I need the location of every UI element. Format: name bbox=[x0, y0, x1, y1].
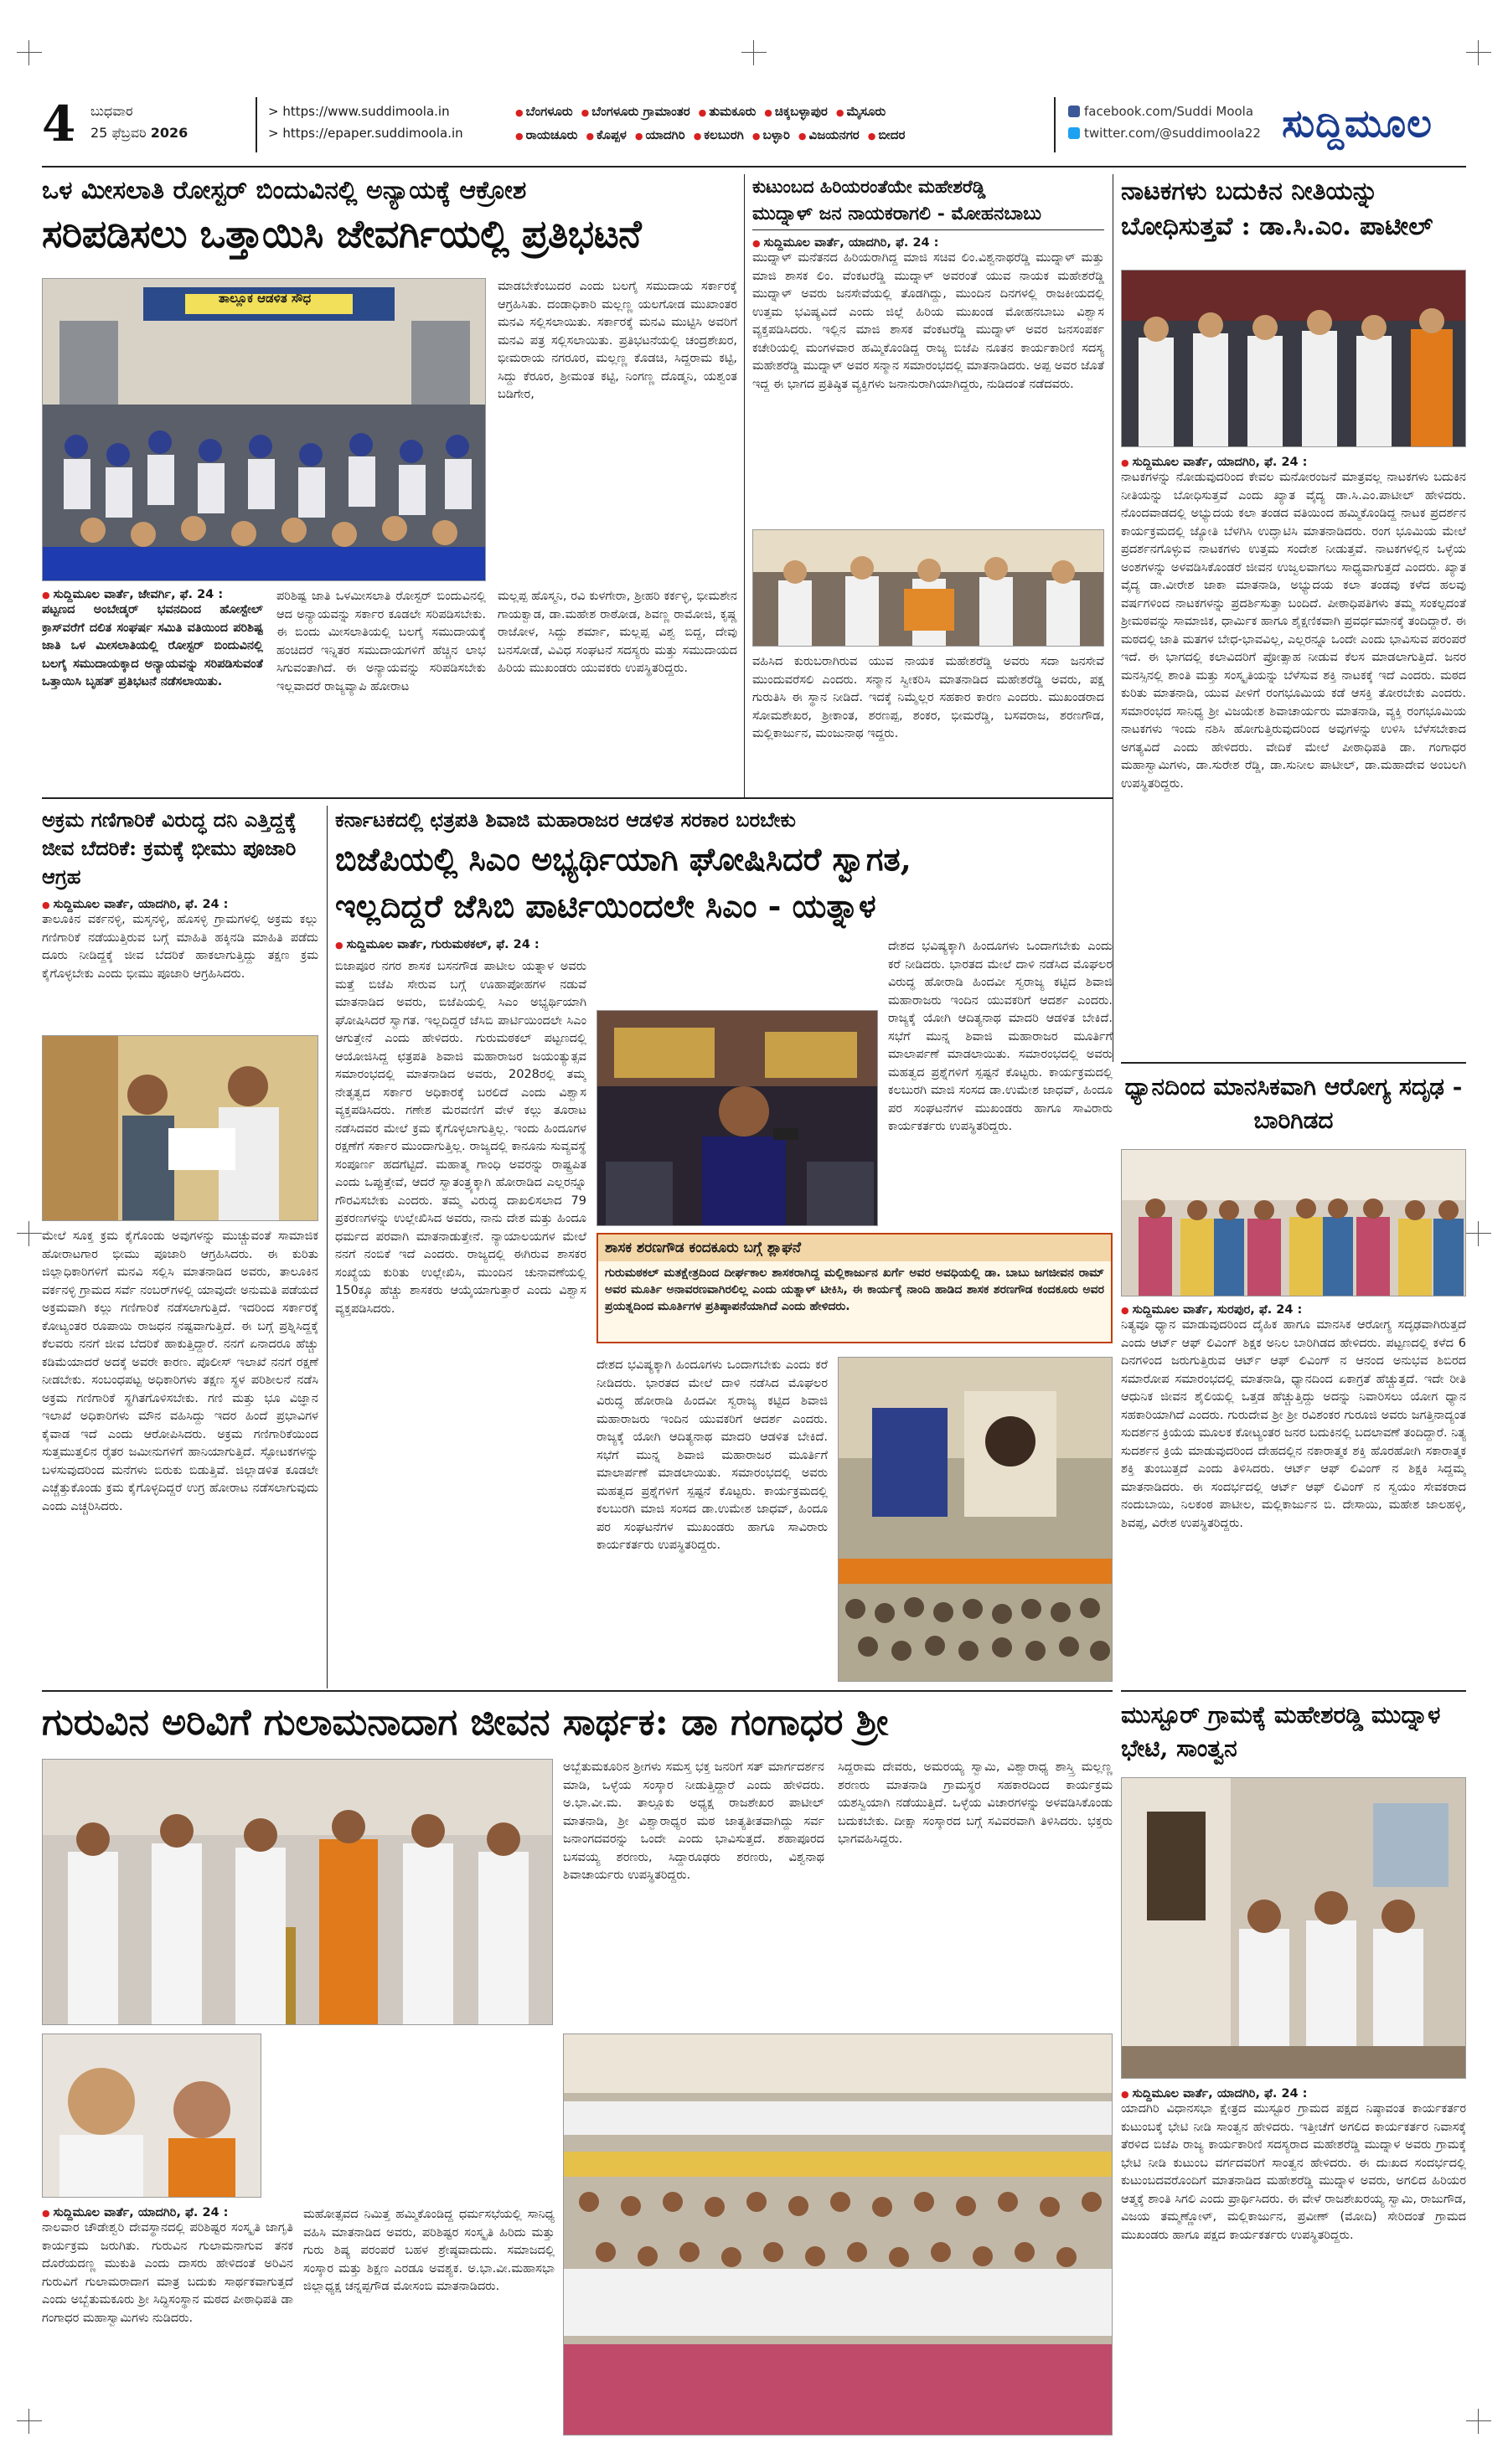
assembly-crowd-photo bbox=[563, 2034, 1113, 2436]
weekday: ಬುಧವಾರ bbox=[90, 103, 133, 119]
article-text bbox=[335, 938, 586, 951]
rule bbox=[1121, 1062, 1466, 1064]
drama-event-photo bbox=[1121, 270, 1466, 447]
twitter-link[interactable]: twitter.com/@suddimoola22 bbox=[1068, 122, 1261, 144]
city-tag: ● ಬಳ್ಳಾರಿ bbox=[752, 127, 790, 142]
article-body: ತಾಲೂಕಿನ ವರ್ಕನಳ್ಳಿ, ಮಸ್ಕನಳ್ಳಿ, ಹೊಸಳ್ಳಿ ಗ್ರಾಮಗಳಲ್ಲಿ ಅಕ್ರಮ ಕಲ್ಲು ಗಣಿಗಾರಿಕೆ ನಡೆಯುತ್ತಿರುವ ಬಗ್ಗೆ ಮಾಹಿತಿ ಹಕ್ಕಿನಡಿ ಮಾಹಿತಿ ಪಡೆದು ದೂರು ನೀಡಿದ್ದಕ್ಕೆ ಜೀವ ಬೆದರಿಕೆ ಹಾಕಲಾಗುತ್ತಿದ್ದು ತಕ್ಷಣ ಕ್ರಮ ಕೈಗೊಳ್ಳಬೇಕು ಎಂದು ಭೀಮು ಪೂಜಾರಿ ಆಗ್ರಹಿಸಿದರು. bbox=[42, 913, 318, 981]
divider bbox=[1054, 97, 1056, 152]
felicitation-photo bbox=[752, 529, 1104, 647]
facebook-link[interactable]: facebook.com/Suddi Moola bbox=[1068, 101, 1261, 122]
article-text bbox=[1121, 2087, 1466, 2427]
article-text bbox=[1121, 1303, 1466, 1685]
article-kicker: ಕುಟುಂಬದ ಹಿರಿಯರಂತೆಯೇ ಮಹೇಶರೆಡ್ಡಿ bbox=[752, 177, 986, 197]
article-text bbox=[752, 236, 1104, 530]
photo-banner-text: ತಾಲ್ಲೂಕ ಆಡಳಿತ ಸೌಧ bbox=[218, 291, 312, 306]
swamiji-portrait-image bbox=[43, 2034, 261, 2198]
article-text bbox=[42, 898, 318, 1028]
article-body: ಪರಿಶಿಷ್ಟ ಜಾತಿ ಒಳಮೀಸಲಾತಿ ರೋಸ್ಟರ್ ಬಿಂದುವಿನಲ್ಲಿ ಆದ ಅನ್ಯಾಯವನ್ನು ಸರ್ಕಾರ ಕೂಡಲೇ ಸರಿಪಡಿಸಬೇಕು. ಈ ಬಿಂದು ಮೀಸಲಾತಿಯಲ್ಲಿ ಬಲಗೈ ಸಮುದಾಯಕ್ಕೆ ಹಂಚಿದರೆ ಇನ್ನಿತರ ಸಮುದಾಯಗಳಿಗೆ ಹೆಚ್ಚಿನ ಲಾಭ ಸಿಗುವಂತಾಗಿದೆ. ಈ ಅನ್ಯಾಯವನ್ನು ಸರಿಪಡಿಸಬೇಕು ಇಲ್ಲವಾದರೆ ರಾಜ್ಯವ್ಯಾಪಿ ಹೋರಾಟ bbox=[276, 590, 486, 693]
meditation-group-photo bbox=[1121, 1149, 1466, 1296]
article-lead bbox=[42, 588, 263, 781]
article-body-continued: ದೇಶದ ಭವಿಷ್ಯಕ್ಕಾಗಿ ಹಿಂದೂಗಳು ಒಂದಾಗಬೇಕು ಎಂದು ಕರೆ ನೀಡಿದರು. ಭಾರತದ ಮೇಲೆ ದಾಳಿ ನಡೆಸಿದ ಮೊಘಲರ ವಿರುದ್ಧ ಹೋರಾಡಿ ಹಿಂದವೀ ಸ್ವರಾಜ್ಯ ಕಟ್ಟಿದ ಶಿವಾಜಿ ಮಹಾರಾಜರು ಇಂದಿನ ಯುವಕರಿಗೆ ಆದರ್ಶ ಎಂದರು. ರಾಜ್ಯಕ್ಕೆ ಯೋಗಿ ಆದಿತ್ಯನಾಥ ಮಾದರಿ ಆಡಳಿತ ಬೇಕಿದೆ. ಸಭೆಗೆ ಮುನ್ನ ಶಿವಾಜಿ ಮಹಾರಾಜರ ಮೂರ್ತಿಗೆ ಮಾಲಾರ್ಪಣೆ ಮಾಡಲಾಯಿತು. ಸಮಾರಂಭದಲ್ಲಿ ಅವರು ಮಹತ್ವದ ಪ್ರಶ್ನೆಗಳಿಗೆ ಸ್ಪಷ್ಟನೆ ಕೊಟ್ಟರು. ಕಾರ್ಯಕ್ರಮದಲ್ಲಿ ಕಲಬುರಗಿ ಮಾಜಿ ಸಂಸದ ಡಾ.ಉಮೇಶ ಜಾಧವ್, ಹಿಂದೂ ಪರ ಸಂಘಟನೆಗಳ ಮುಖಂಡರು ಹಾಗೂ ಸಾವಿರಾರು ಕಾರ್ಯಕರ್ತರು ಉಪಸ್ಥಿತರಿದ್ದರು. bbox=[596, 1358, 828, 1552]
yatnal-speech-photo bbox=[596, 1010, 878, 1226]
city-tag: ● ಕಲಬುರಗಿ bbox=[694, 127, 744, 142]
page-number: 4 bbox=[42, 95, 76, 152]
byline: ● ಸುದ್ದಿಮೂಲ ವಾರ್ತೆ, ಯಾದಗಿರಿ, ಫೆ. 24 : bbox=[1121, 2087, 1466, 2101]
swamiji-portrait-photo bbox=[42, 2034, 261, 2198]
article-headline: ಗುರುವಿನ ಅರಿವಿಗೆ ಗುಲಾಮನಾದಾಗ ಜೀವನ ಸಾರ್ಥಕ: ಡಾ ಗಂಗಾಧರ ಶ್ರೀ bbox=[42, 1701, 889, 1744]
newspaper-logo: ಸುದ್ದಿಮೂಲ bbox=[1282, 101, 1433, 146]
masthead bbox=[42, 92, 1466, 168]
crop-mark bbox=[17, 40, 42, 65]
complaint-image bbox=[43, 1036, 318, 1221]
city-tag: ● ಬೆಂಗಳೂರು bbox=[515, 104, 573, 119]
byline: ● ಸುದ್ದಿಮೂಲ ವಾರ್ತೆ, ಜೇವರ್ಗಿ, ಫೆ. 24 : bbox=[42, 588, 263, 601]
rally-crowd-photo bbox=[838, 1357, 1113, 1682]
bold-lead: ಪಟ್ಟಣದ ಅಂಬೇಡ್ಕರ್ ಭವನದಿಂದ ಹೋಸ್ಟೇಲ್ ಕ್ರಾಸ್‌ವರೆಗೆ ದಲಿತ ಸಂಘರ್ಷ ಸಮಿತಿ ವತಿಯಿಂದ ಪರಿಶಿಷ್ಟ ಜಾತಿ ಒಳ ಮೀಸಲಾತಿಯಲ್ಲಿ ರೋಸ್ಟರ್ ಬಿಂದುವಿನಲ್ಲಿ ಬಲಗೈ ಸಮುದಾಯಕ್ಕಾದ ಅನ್ಯಾಯವನ್ನು ಸರಿಪಡಿಸುವಂತೆ ಒತ್ತಾಯಿಸಿ ಬೃಹತ್ ಪ್ರತಿಭಟನೆ ನಡೆಸಲಾಯಿತು. bbox=[42, 603, 263, 688]
article-body: ಮಾಡಬೇಕೆಂಬುದರ ಎಂದು ಬಲಗೈ ಸಮುದಾಯ ಸರ್ಕಾರಕ್ಕೆ ಆಗ್ರಹಿಸಿತು. ದಂಡಾಧಿಕಾರಿ ಮಲ್ಲಣ್ಣ ಯಲಗೋಡ ಮುಖಾಂತರ ಮನವಿ ಸಲ್ಲಿಸಲಾಯಿತು. ಸರ್ಕಾರಕ್ಕೆ ಮನವಿ ಮುಟ್ಟಿಸಿ ಅವರಿಗೆ ಮನವಿ ಪತ್ರ ಸಲ್ಲಿಸಲಾಯಿತು. ಪ್ರತಿಭಟನೆಯಲ್ಲಿ ಚಂದ್ರಶೇಖರ, ಭೀಮರಾಯ ನಗರೂರ, ಮಲ್ಲಣ್ಣ ಕೊಡಚಿ, ಸಿದ್ದರಾಮ ಕಟ್ಟಿ, ಸಿದ್ದು ಕೆರೂರ, ಶ್ರೀಮಂತ ಕಟ್ಟಿ, ನಿಂಗಣ್ಣ ದೊಡ್ಮನಿ, ಯಶ್ವಂತ ಬಡಿಗೇರ, bbox=[498, 280, 737, 401]
article-headline: ಸರಿಪಡಿಸಲು ಒತ್ತಾಯಿಸಿ ಜೇವರ್ಗಿಯಲ್ಲಿ ಪ್ರತಿಭಟನೆ bbox=[42, 211, 642, 256]
divider bbox=[256, 97, 257, 152]
row-rule bbox=[1121, 1690, 1466, 1692]
article-text bbox=[42, 2206, 293, 2429]
article-body: ದೇಶದ ಭವಿಷ್ಯಕ್ಕಾಗಿ ಹಿಂದೂಗಳು ಒಂದಾಗಬೇಕು ಎಂದು ಕರೆ ನೀಡಿದರು. ಭಾರತದ ಮೇಲೆ ದಾಳಿ ನಡೆಸಿದ ಮೊಘಲರ ವಿರುದ್ಧ ಹೋರಾಡಿ ಹಿಂದವೀ ಸ್ವರಾಜ್ಯ ಕಟ್ಟಿದ ಶಿವಾಜಿ ಮಹಾರಾಜರು ಇಂದಿನ ಯುವಕರಿಗೆ ಆದರ್ಶ ಎಂದರು. ರಾಜ್ಯಕ್ಕೆ ಯೋಗಿ ಆದಿತ್ಯನಾಥ ಮಾದರಿ ಆಡಳಿತ ಬೇಕಿದೆ. ಸಭೆಗೆ ಮುನ್ನ ಶಿವಾಜಿ ಮಹಾರಾಜರ ಮೂರ್ತಿಗೆ ಮಾಲಾರ್ಪಣೆ ಮಾಡಲಾಯಿತು. ಸಮಾರಂಭದಲ್ಲಿ ಅವರು ಮಹತ್ವದ ಪ್ರಶ್ನೆಗಳಿಗೆ ಸ್ಪಷ್ಟನೆ ಕೊಟ್ಟರು. ಕಾರ್ಯಕ್ರಮದಲ್ಲಿ ಕಲಬುರಗಿ ಮಾಜಿ ಸಂಸದ ಡಾ.ಉಮೇಶ ಜಾಧವ್, ಹಿಂದೂ ಪರ ಸಂಘಟನೆಗಳ ಮುಖಂಡರು ಹಾಗೂ ಸಾವಿರಾರು ಕಾರ್ಯಕರ್ತರು ಉಪಸ್ಥಿತರಿದ್ದರು. bbox=[888, 940, 1113, 1133]
date: 25 ಫೆಬ್ರವರಿ bbox=[90, 125, 147, 141]
speech-image bbox=[597, 1011, 878, 1226]
protest-photo bbox=[42, 278, 486, 581]
condolence-visit-image bbox=[1122, 1778, 1466, 2079]
lamp-lighting-photo bbox=[42, 1759, 553, 2025]
article-body: ಮುದ್ನಾಳ್ ಮನೆತನದ ಹಿರಿಯರಾಗಿದ್ದ ಮಾಜಿ ಸಚಿವ ಲಿಂ.ವಿಶ್ವನಾಥರೆಡ್ಡಿ ಮುದ್ನಾಳ್ ಮತ್ತು ಮಾಜಿ ಶಾಸಕ ಲಿಂ. ವೆಂಕಟರೆಡ್ಡಿ ಮುದ್ನಾಳ್ ಅವರಂತೆ ಯುವ ನಾಯಕ ಮಹೇಶರೆಡ್ಡಿ ಮುದ್ನಾಳ್ ಅವರು ಜನಸೇವೆಯಲ್ಲಿ ತೊಡಗಿದ್ದು, ಮುಂದಿನ ದಿನಗಳಲ್ಲಿ ರಾಜಕೀಯದಲ್ಲಿ ಉತ್ತಮ ಭವಿಷ್ಯವಿದೆ ಎಂದು ಜಿಲ್ಲೆ ಹಿರಿಯ ಮುಖಂಡ ಮೋಹನಬಾಬು ವಿಶ್ವಾಸ ವ್ಯಕ್ತಪಡಿಸಿದರು. ಇಲ್ಲಿನ ಮಾಜಿ ಶಾಸಕ ವೆಂಕಟರೆಡ್ಡಿ ಮುದ್ನಾಳ್ ಅವರ ಜನಸಂಪರ್ಕ ಕಚೇರಿಯಲ್ಲಿ ಮಂಗಳವಾರ ಹಮ್ಮಿಕೊಂಡಿದ್ದ ರಾಜ್ಯ ಬಿಜೆಪಿ ನೂತನ ಕಾರ್ಯಕಾರಿಣಿ ಸದಸ್ಯ ಮಹೇಶರೆಡ್ಡಿ ಮುದ್ನಾಳ್ ಅವರ ಸನ್ಮಾನ ಸಮಾರಂಭದಲ್ಲಿ ಮಾತನಾಡಿದರು. ಅಪ್ಪ ಅವರ ಜೊತೆ ಇದ್ದ ಈ ಭಾಗದ ಪ್ರತಿಷ್ಠಿತ ವ್ಯಕ್ತಿಗಳು ಜನಾನುರಾಗಿಯಾಗಿದ್ದರು, ನುಡಿದಂತೆ ನಡೆದವರು. bbox=[752, 251, 1104, 391]
city-tag: ● ರಾಯಚೂರು bbox=[515, 127, 577, 142]
box-body: ಗುರುಮಠಕಲ್ ಮತಕ್ಷೇತ್ರದಿಂದ ದೀರ್ಘಕಾಲ ಶಾಸಕರಾಗಿದ್ದ ಮಲ್ಲಿಕಾರ್ಜುನ ಖರ್ಗೆ ಅವರ ಅವಧಿಯಲ್ಲಿ ಡಾ. ಬಾಬು ಜಗಜೀವನ ರಾಮ್ ಅವರ ಮೂರ್ತಿ ಅನಾವರಣವಾಗಿರಲಿಲ್ಲ ಎಂದು ಯತ್ನಾಳ್ ಟೀಕಿಸಿ, ಈ ಕಾರ್ಯಕ್ಕೆ ನಾಂದಿ ಹಾಡಿದ ಶಾಸಕ ಶರಣಗೌಡ ಕಂದಕೂರು ಅವರ ಪ್ರಯತ್ನದಿಂದ ಮೂರ್ತಿಗಳ ಪ್ರತಿಷ್ಠಾಪನೆಯಾಗಿದೆ ಎಂದು ಹೇಳಿದರು. bbox=[605, 1266, 1104, 1313]
protest-crowd-image bbox=[43, 279, 486, 581]
rule bbox=[752, 229, 1104, 230]
article-headline: ಮುಸ್ಟೂರ್ ಗ್ರಾಮಕ್ಕೆ ಮಹೇಶರಡ್ಡಿ ಮುದ್ನಾಳ ಭೇಟಿ, ಸಾಂತ್ವನ bbox=[1121, 1701, 1441, 1762]
facebook-icon bbox=[1068, 106, 1080, 117]
article-body: ವಹಿಸಿದ ಕುರುಬರಾಗಿರುವ ಯುವ ನಾಯಕ ಮಹೇಶರೆಡ್ಡಿ ಅವರು ಸದಾ ಜನಸೇವೆ ಮುಂದುವರೆಸಲಿ ಎಂದರು. ಸನ್ಮಾನ ಸ್ವೀಕರಿಸಿ ಮಾತನಾಡಿದ ಮಹೇಶರೆಡ್ಡಿ ಅವರು, ಪಕ್ಷ ಗುರುತಿಸಿ ಈ ಸ್ಥಾನ ನೀಡಿದೆ. ಇದಕ್ಕೆ ನಿಮ್ಮೆಲ್ಲರ ಸಹಕಾರ ಕಾರಣ ಎಂದರು. ಮುಖಂಡರಾದ ಸೋಮಶೇಖರ, ಶ್ರೀಕಾಂತ, ಶರಣಪ್ಪ, ಶಂಕರ, ಭೀಮರೆಡ್ಡಿ, ಬಸವರಾಜ, ಶರಣಗೌಡ, ಮಲ್ಲಿಕಾರ್ಜುನ, ಮಂಜುನಾಥ ಇದ್ದರು. bbox=[752, 655, 1104, 740]
issue-date bbox=[90, 101, 188, 144]
byline: ● ಸುದ್ದಿಮೂಲ ವಾರ್ತೆ, ಯಾದಗಿರಿ, ಫೆ. 24 : bbox=[752, 236, 1104, 250]
crop-mark bbox=[17, 1221, 42, 1246]
crop-mark bbox=[1466, 40, 1491, 65]
article-headline: ನಾಟಕಗಳು ಬದುಕಿನ ನೀತಿಯನ್ನು ಬೋಧಿಸುತ್ತವೆ : ಡಾ.ಸಿ.ಎಂ. ಪಾಟೀಲ್ bbox=[1121, 177, 1433, 241]
article-headline: ಅಕ್ರಮ ಗಣಿಗಾರಿಕೆ ವಿರುದ್ಧ ದನಿ ಎತ್ತಿದ್ದಕ್ಕೆ ಜೀವ ಬೆದರಿಕೆ: ಕ್ರಮಕ್ಕೆ ಭೀಮು ಪೂಜಾರಿ ಆಗ್ರಹ bbox=[42, 807, 297, 889]
byline: ● ಸುದ್ದಿಮೂಲ ವಾರ್ತೆ, ಸುರಪುರ, ಫೆ. 24 : bbox=[1121, 1303, 1466, 1317]
twitter-icon bbox=[1068, 127, 1080, 139]
article-headline: ಧ್ಯಾನದಿಂದ ಮಾನಸಿಕವಾಗಿ ಆರೋಗ್ಯ ಸದೃಢ - ಬಾರಿಗಿಡದ bbox=[1124, 1073, 1463, 1134]
column-rule bbox=[327, 806, 328, 1688]
social-links bbox=[1068, 101, 1261, 144]
website-link[interactable]: > https://www.suddimoola.in bbox=[268, 104, 450, 119]
byline: ● ಸುದ್ದಿಮೂಲ ವಾರ್ತೆ, ಯಾದಗಿರಿ, ಫೆ. 24 : bbox=[1121, 456, 1466, 469]
meditation-image bbox=[1122, 1150, 1466, 1296]
article-body: ಬಿಜಾಪೂರ ನಗರ ಶಾಸಕ ಬಸನಗೌಡ ಪಾಟೀಲ ಯತ್ನಾಳ ಅವರು ಮತ್ತೆ ಬಿಜೆಪಿ ಸೇರುವ ಬಗ್ಗೆ ಊಹಾಪೋಹಗಳ ನಡುವೆ ಮಾತನಾಡಿದ ಅವರು, ಬಿಜೆಪಿಯಲ್ಲಿ ಸಿಎಂ ಅಭ್ಯರ್ಥಿಯಾಗಿ ಘೋಷಿಸಿದರೆ ಸ್ವಾಗತ. ಇಲ್ಲದಿದ್ದರೆ ಜೆಸಿಬಿ ಪಾರ್ಟಿಯಿಂದಲೇ ಸಿಎಂ ಆಗುತ್ತೇನೆ ಎಂದು ಹೇಳಿದರು. ಗುರುಮಠಕಲ್ ಪಟ್ಟಣದಲ್ಲಿ ಆಯೋಜಿಸಿದ್ದ ಛತ್ರಪತಿ ಶಿವಾಜಿ ಮಹಾರಾಜರ ಜಯಂತ್ಯುತ್ಸವ ಸಮಾರಂಭದಲ್ಲಿ ಮಾತನಾಡಿದ ಅವರು, 2028ರಲ್ಲಿ ತಮ್ಮ ನೇತೃತ್ವದ ಸರ್ಕಾರ ಅಧಿಕಾರಕ್ಕೆ ಬರಲಿದೆ ಎಂದು ವಿಶ್ವಾಸ ವ್ಯಕ್ತಪಡಿಸಿದರು. ಗಣೇಶ ಮೆರವಣಿಗೆ ವೇಳೆ ಕಲ್ಲು ತೂರಾಟ ನಡೆಸಿದವರ ಮೇಲೆ ಕ್ರಮ ಕೈಗೊಳ್ಳಲಾಗುತ್ತಿಲ್ಲ. ಇಂದು ಹಿಂದೂಗಳ ರಕ್ಷಣೆಗೆ ಸರ್ಕಾರ ಮುಂದಾಗುತ್ತಿಲ್ಲ. ರಾಜ್ಯದಲ್ಲಿ ಕಾನೂನು ಸುವ್ಯವಸ್ಥೆ ಸಂಪೂರ್ಣ ಹದಗೆಟ್ಟಿದೆ. ಮಹಾತ್ಮ ಗಾಂಧಿ ಅವರನ್ನು ರಾಷ್ಟ್ರಪಿತ ಎಂದು ಒಪ್ಪುತ್ತೇವೆ, ಆದರೆ ಸ್ವಾತಂತ್ರ್ಯಕ್ಕಾಗಿ ಹೋರಾಡಿದ ಎಲ್ಲರನ್ನೂ ಗೌರವಿಸಬೇಕು ಎಂದರು. ತಮ್ಮ ವಿರುದ್ಧ ದಾಖಲಿಸಲಾದ 79 ಪ್ರಕರಣಗಳನ್ನು ಉಲ್ಲೇಖಿಸಿದ ಅವರು, ನಾನು ದೇಶ ಮತ್ತು ಹಿಂದೂ ಧರ್ಮದ ಪರವಾಗಿ ಮಾತನಾಡುತ್ತೇನೆ. ನ್ಯಾಯಾಲಯಗಳ ಮೇಲೆ ನನಗೆ ನಂಬಿಕೆ ಇದೆ ಎಂದರು. ರಾಜ್ಯದಲ್ಲಿ ಈಗಿರುವ ಶಾಸಕರ ಸಂಖ್ಯೆಯ ಕುರಿತು ಉಲ್ಲೇಖಿಸಿ, ಮುಂದಿನ ಚುನಾವಣೆಯಲ್ಲಿ 150ಕ್ಕೂ ಹೆಚ್ಚು ಶಾಸಕರು ಆಯ್ಕೆಯಾಗುತ್ತಾರೆ ಎಂದು ವಿಶ್ವಾಸ ವ್ಯಕ್ತಪಡಿಸಿದರು. bbox=[335, 960, 586, 1316]
city-list bbox=[515, 101, 984, 147]
mining-complaint-photo bbox=[42, 1035, 318, 1221]
city-tag: ● ಚಿಕ್ಕಬಳ್ಳಾಪುರ bbox=[764, 104, 828, 119]
column-rule bbox=[744, 174, 745, 798]
sidebar-box bbox=[596, 1233, 1113, 1343]
article-kicker: ಕರ್ನಾಟಕದಲ್ಲಿ ಛತ್ರಪತಿ ಶಿವಾಜಿ ಮಹಾರಾಜರ ಆಡಳಿತ ಸರಕಾರ ಬರಬೇಕು bbox=[335, 808, 796, 832]
article-body: ನಿತ್ಯವೂ ಧ್ಯಾನ ಮಾಡುವುದರಿಂದ ದೈಹಿಕ ಹಾಗೂ ಮಾನಸಿಕ ಆರೋಗ್ಯ ಸದೃಢವಾಗಿರುತ್ತದೆ ಎಂದು ಆರ್ಟ್ ಆಫ್ ಲಿವಿಂಗ್ ಶಿಕ್ಷಕ ಅನಿಲ ಬಾರಿಗಿಡದ ಹೇಳಿದರು. ಪಟ್ಟಣದಲ್ಲಿ ಕಳೆದ 6 ದಿನಗಳಿಂದ ಜರುಗುತ್ತಿರುವ ಆರ್ಟ್ ಆಫ್ ಲಿವಿಂಗ್ ನ ಆನಂದ ಅನುಭವ ಶಿಬಿರದ ಸಮಾರೋಪ ಸಮಾರಂಭದಲ್ಲಿ ಮಾತನಾಡಿ, ಧ್ಯಾನದಿಂದ ಏಕಾಗ್ರತೆ ಹೆಚ್ಚುತ್ತದೆ. ಇದೇ ರೀತಿ ಆಧುನಿಕ ಜೀವನ ಶೈಲಿಯಲ್ಲಿ ಒತ್ತಡ ಹೆಚ್ಚುತ್ತಿದ್ದು ಅದನ್ನು ನಿವಾರಿಸಲು ಯೋಗ ಧ್ಯಾನ ಸಹಕಾರಿಯಾಗಿದೆ ಎಂದರು. ಗುರುದೇವ ಶ್ರೀ ಶ್ರೀ ರವಿಶಂಕರ ಗುರೂಜಿ ಅವರು ಜಗತ್ತಿನಾದ್ಯಂತ ಸುದರ್ಶನ ಕ್ರಿಯೆಯ ಮೂಲಕ ಕೋಟ್ಯಂತರ ಜನರ ಬದುಕಿನಲ್ಲಿ ಬದಲಾವಣೆ ತಂದಿದ್ದಾರೆ. ನಿತ್ಯ ಸುದರ್ಶನ ಕ್ರಿಯೆ ಮಾಡುವುದರಿಂದ ದೇಹದಲ್ಲಿನ ನಕಾರಾತ್ಮಕ ಶಕ್ತಿ ಹೊರಹೋಗಿ ಸಕಾರಾತ್ಮಕ ಶಕ್ತಿ ತುಂಬುತ್ತದೆ ಎಂದು ತಿಳಿಸಿದರು. ಆರ್ಟ್ ಆಫ್ ಲಿವಿಂಗ್ ನ ಶಿಕ್ಷಕಿ ಸಿದ್ದಮ್ಮ ಮಾತನಾಡಿದರು. ಈ ಸಂದರ್ಭದಲ್ಲಿ ಆರ್ಟ್ ಆಫ್ ಲಿವಿಂಗ್ ನ ಸ್ವಯಂ ಸೇವಕರಾದ ನಂದುಬಾಯಿ, ನಿಲಕಂಠ ಪಾಟೀಲ, ಮಲ್ಲಿಕಾರ್ಜುನ ಬಿ. ದೇಸಾಯಿ, ಮಹೇಶ ಜಾಲಹಳ್ಳಿ, ಶಿವಪ್ಪ, ವಿರೇಶ ಉಪಸ್ಥಿತರಿದ್ದರು. bbox=[1121, 1318, 1466, 1530]
city-tag: ● ವಿಜಯನಗರ bbox=[798, 127, 860, 142]
crop-mark bbox=[1466, 1221, 1491, 1246]
crop-mark bbox=[17, 2409, 42, 2434]
box-title: ಶಾಸಕ ಶರಣಗೌಡ ಕಂದಕೂರು ಬಗ್ಗೆ ಶ್ಲಾಘನೆ bbox=[598, 1235, 1111, 1261]
condolence-visit-photo bbox=[1121, 1777, 1466, 2079]
website-links bbox=[268, 101, 463, 144]
lamp-lighting-image bbox=[43, 1760, 553, 2025]
drama-event-image bbox=[1122, 271, 1466, 447]
city-tag: ● ಬೆಂಗಳೂರು ಗ್ರಾಮಾಂತರ bbox=[581, 104, 690, 119]
article-kicker: ಒಳ ಮೀಸಲಾತಿ ರೋಸ್ಟರ್ ಬಿಂದುವಿನಲ್ಲಿ ಅನ್ಯಾಯಕ್ಕೆ ಆಕ್ರೋಶ bbox=[42, 176, 527, 205]
article-text bbox=[1121, 456, 1466, 1055]
article-headline: ಮುದ್ನಾಳ್ ಜನ ನಾಯಕರಾಗಲಿ - ಮೋಹನಬಾಬು bbox=[752, 203, 1042, 224]
byline: ● ಸುದ್ದಿಮೂಲ ವಾರ್ತೆ, ಗುರುಮಠಕಲ್, ಫೆ. 24 : bbox=[335, 938, 586, 951]
rally-image bbox=[839, 1358, 1113, 1682]
article-body: ಅಬ್ಬೆತುಮಕೂರಿನ ಶ್ರೀಗಳು ಸಮಸ್ತ ಭಕ್ತ ಜನರಿಗೆ ಸತ್ ಮಾರ್ಗದರ್ಶನ ಮಾಡಿ, ಒಳ್ಳೆಯ ಸಂಸ್ಕಾರ ನೀಡುತ್ತಿದ್ದಾರೆ ಎಂದು ಹೇಳಿದರು. ಅ.ಭಾ.ವೀ.ಮ. ತಾಲ್ಲೂಕು ಅಧ್ಯಕ್ಷ ರಾಜಶೇಖರ ಪಾಟೀಲ್ ಮಾತನಾಡಿ, ಶ್ರೀ ವಿಶ್ವಾರಾಧ್ಯರ ಮಠ ಜಾತ್ಯತೀತವಾಗಿದ್ದು ಸರ್ವ ಜನಾಂಗದವರನ್ನು ಒಂದೇ ಎಂದು ಭಾವಿಸುತ್ತದೆ. ಶಹಾಪೂರದ ಬಸವಯ್ಯ ಶರಣರು, ಸಿದ್ದಾರೂಢರು ಶರಣರು, ವಿಶ್ವನಾಥ ಶಿವಾಚಾರ್ಯರು ಉಪಸ್ಥಿತರಿದ್ದರು. bbox=[563, 1760, 824, 1882]
epaper-link[interactable]: > https://epaper.suddimoola.in bbox=[268, 126, 463, 141]
city-tag: ● ಬೀದರ bbox=[868, 127, 906, 142]
article-body: ನಾಟಕಗಳನ್ನು ನೋಡುವುದರಿಂದ ಕೇವಲ ಮನೋರಂಜನೆ ಮಾತ್ರವಲ್ಲ ನಾಟಕಗಳು ಬದುಕಿನ ನೀತಿಯನ್ನು ಬೋಧಿಸುತ್ತವೆ ಎಂದು ಖ್ಯಾತ ವೈದ್ಯ ಡಾ.ಸಿ.ಎಂ.ಪಾಟೀಲ್ ಹೇಳಿದರು. ನೊಂದವಾಡದಲ್ಲಿ ಅಭ್ಯುದಯ ಕಲಾ ತಂಡದ ವತಿಯಿಂದ ಹಮ್ಮಿಕೊಂಡಿದ್ದ ನಾಟಕ ಪ್ರದರ್ಶನ ಕಾರ್ಯಕ್ರಮದಲ್ಲಿ ಜ್ಯೋತಿ ಬೆಳಗಿಸಿ ಉದ್ಘಾಟಿಸಿ ಮಾತನಾಡಿದರು. ರಂಗ ಭೂಮಿಯ ಮೇಲೆ ಪ್ರದರ್ಶನಗೊಳ್ಳುವ ನಾಟಕಗಳು ಉತ್ತಮ ಸಂದೇಶ ನೀಡುತ್ತವೆ. ನಾಟಕಗಳಲ್ಲಿನ ಒಳ್ಳೆಯ ಅಂಶಗಳನ್ನು ಅಳವಡಿಸಿಕೊಂಡರೆ ಜೀವನ ಉಜ್ವಲವಾಗಲು ಸಾಧ್ಯವಾಗುತ್ತದೆ ಎಂದರು. ಖ್ಯಾತ ವೈದ್ಯ ಡಾ.ವೀರೇಶ ಜಾಕಾ ಮಾತನಾಡಿ, ಅಭ್ಯುದಯ ಕಲಾ ತಂಡವು ಕಳೆದ ಹಲವು ವರ್ಷಗಳಿಂದ ನಾಟಕಗಳನ್ನು ಪ್ರದರ್ಶಿಸುತ್ತಾ ಬಂದಿದೆ. ಪೀಠಾಧಿಪತಿಗಳು ತಮ್ಮ ಸಂಕಲ್ಪದಂತೆ ಶ್ರೀಮಠವನ್ನು ಸಾಮಾಜಿಕ, ಧಾರ್ಮಿಕ ಹಾಗೂ ಶೈಕ್ಷಣಿಕವಾಗಿ ಪ್ರವರ್ಧಮಾನಕ್ಕೆ ತಂದಿದ್ದಾರೆ. ಈ ಮಠದಲ್ಲಿ ಜಾತಿ ಮತಗಳ ಬೇಧ-ಭಾವವಿಲ್ಲ, ಎಲ್ಲರನ್ನೂ ಒಂದೇ ಎಂದು ಭಾವಿಸುವ ಪರಂಪರೆ ಇದೆ. ಈ ಭಾಗದಲ್ಲಿ ಕಲಾವಿದರಿಗೆ ಪ್ರೋತ್ಸಾಹ ನೀಡುವ ಕೆಲಸ ಮಾಡಲಾಗುತ್ತಿದೆ. ಜನರ ಮನಸ್ಸಿನಲ್ಲಿ ಶಾಂತಿ ಮತ್ತು ಸಂಸ್ಕೃತಿಯನ್ನು ಬೆಳೆಸುವ ಶಕ್ತಿ ನಾಟಕಕ್ಕೆ ಇದೆ ಎಂದರು. ಮಠದ ಕುರಿತು ಮಾತನಾಡಿ, ಯುವ ಪೀಳಿಗೆ ರಂಗಭೂಮಿಯ ಕಡೆ ಆಸಕ್ತಿ ತೋರಬೇಕು ಎಂದರು. ಸಮಾರಂಭದ ಸಾನಿಧ್ಯ ಶ್ರೀ ವಿಜಯೇಶ ಶಿವಾಚಾರ್ಯರು ಮಾತನಾಡಿ, ವ್ಯಕ್ತಿ ರಂಗಭೂಮಿಯ ನಾಟಕಗಳು ಇಂದು ನಶಿಸಿ ಹೋಗುತ್ತಿರುವುದರಿಂದ ಅವುಗಳನ್ನು ಉಳಿಸಿ ಬೆಳೆಸಬೇಕಾದ ಅಗತ್ಯವಿದೆ ಎಂದು ಹೇಳಿದರು. ವೇದಿಕೆ ಮೇಲೆ ಪೀಠಾಧಿಪತಿ ಡಾ. ಗಂಗಾಧರ ಮಹಾಸ್ವಾಮಿಗಳು, ಡಾ.ಸುರೇಶ ರೆಡ್ಡಿ, ಡಾ.ಸುನೀಲ ಪಾಟೀಲ್, ಡಾ.ಮಹಾದೇವ ಅಂಬಲಗಿ ಉಪಸ್ಥಿತರಿದ್ದರು. bbox=[1121, 471, 1466, 791]
city-tag: ● ಮೈಸೂರು bbox=[836, 104, 886, 119]
byline: ● ಸುದ್ದಿಮೂಲ ವಾರ್ತೆ, ಯಾದಗಿರಿ, ಫೆ. 24 : bbox=[42, 2206, 293, 2219]
row-rule bbox=[42, 1690, 1113, 1692]
article-body: ಮೇಲೆ ಸೂಕ್ತ ಕ್ರಮ ಕೈಗೊಂಡು ಅವುಗಳನ್ನು ಮುಚ್ಚುವಂತೆ ಸಾಮಾಜಿಕ ಹೋರಾಟಗಾರ ಭೀಮು ಪೂಜಾರಿ ಆಗ್ರಹಿಸಿದರು. ಈ ಕುರಿತು ಜಿಲ್ಲಾಧಿಕಾರಿಗಳಿಗೆ ಮನವಿ ಸಲ್ಲಿಸಿ ಮಾತನಾಡಿದ ಅವರು, ತಾಲೂಕಿನ ವರ್ಕನಳ್ಳಿ ಗ್ರಾಮದ ಸರ್ವೆ ನಂಬರ್‌ಗಳಲ್ಲಿ ಯಾವುದೇ ಅನುಮತಿ ಪಡೆಯದೆ ಅಕ್ರಮವಾಗಿ ಕಲ್ಲು ಗಣಿಗಾರಿಕೆ ನಡೆಸಲಾಗುತ್ತಿದೆ. ಇದರಿಂದ ಸರ್ಕಾರಕ್ಕೆ ಕೋಟ್ಯಂತರ ರೂಪಾಯಿ ರಾಜಧನ ನಷ್ಟವಾಗುತ್ತಿದೆ. ಈ ಬಗ್ಗೆ ಪ್ರಶ್ನಿಸಿದ್ದಕ್ಕೆ ಕೆಲವರು ನನಗೆ ಜೀವ ಬೆದರಿಕೆ ಹಾಕುತ್ತಿದ್ದಾರೆ. ನನಗೆ ಏನಾದರೂ ಹೆಚ್ಚು ಕಡಿಮೆಯಾದರೆ ಅದಕ್ಕೆ ಅವರೇ ಕಾರಣ. ಪೊಲೀಸ್ ಇಲಾಖೆ ನನಗೆ ರಕ್ಷಣೆ ನೀಡಬೇಕು. ಸಂಬಂಧಪಟ್ಟ ಅಧಿಕಾರಿಗಳು ತಕ್ಷಣ ಸ್ಥಳ ಪರಿಶೀಲನೆ ನಡೆಸಿ ಅಕ್ರಮ ಗಣಿಗಾರಿಕೆ ಸ್ಥಗಿತಗೊಳಿಸಬೇಕು. ಗಣಿ ಮತ್ತು ಭೂ ವಿಜ್ಞಾನ ಇಲಾಖೆ ಅಧಿಕಾರಿಗಳು ಮೌನ ವಹಿಸಿದ್ದು ಇದರ ಹಿಂದೆ ಪ್ರಭಾವಿಗಳ ಕೈವಾಡ ಇದೆ ಎಂದು ಆರೋಪಿಸಿದರು. ಅಕ್ರಮ ಗಣಿಗಾರಿಕೆಯಿಂದ ಸುತ್ತಮುತ್ತಲಿನ ರೈತರ ಜಮೀನುಗಳಿಗೆ ಹಾನಿಯಾಗುತ್ತಿದೆ. ಸ್ಫೋಟಕಗಳನ್ನು ಬಳಸುವುದರಿಂದ ಮನೆಗಳು ಬಿರುಕು ಬಿಡುತ್ತಿವೆ. ಜಿಲ್ಲಾಡಳಿತ ಕೂಡಲೇ ಎಚ್ಚೆತ್ತುಕೊಂಡು ಕ್ರಮ ಕೈಗೊಳ್ಳದಿದ್ದರೆ ಉಗ್ರ ಹೋರಾಟ ನಡೆಸಲಾಗುವುದು ಎಂದು ಎಚ್ಚರಿಸಿದರು. bbox=[42, 1229, 318, 1513]
felicitation-image bbox=[753, 530, 1104, 647]
article-body: ಯಾದಗಿರಿ ವಿಧಾನಸಭಾ ಕ್ಷೇತ್ರದ ಮುಸ್ಟೂರ ಗ್ರಾಮದ ಪಕ್ಷದ ನಿಷ್ಠಾವಂತ ಕಾರ್ಯಕರ್ತರ ಕುಟುಂಬಕ್ಕೆ ಭೇಟಿ ನೀಡಿ ಸಾಂತ್ವನ ಹೇಳಿದರು. ಇತ್ತೀಚೆಗೆ ಅಗಲಿದ ಕಾರ್ಯಕರ್ತರ ನಿವಾಸಕ್ಕೆ ತೆರಳಿದ ಬಿಜೆಪಿ ರಾಜ್ಯ ಕಾರ್ಯಕಾರಿಣಿ ಸದಸ್ಯರಾದ ಮಹೇಶರೆಡ್ಡಿ ಮುದ್ನಾಳ ಅವರು ಗ್ರಾಮಕ್ಕೆ ಭೇಟಿ ನೀಡಿ ಕುಟುಂಬ ವರ್ಗದವರಿಗೆ ಸಾಂತ್ವನ ಹೇಳಿದರು. ಈ ದುಃಖದ ಸಂದರ್ಭದಲ್ಲಿ ಕುಟುಂಬದವರೊಂದಿಗೆ ಮಾತನಾಡಿದ ಮಹೇಶರೆಡ್ಡಿ ಮುದ್ನಾಳ ಅವರು, ಅಗಲಿದ ಹಿರಿಯರ ಆತ್ಮಕ್ಕೆ ಶಾಂತಿ ಸಿಗಲಿ ಎಂದು ಪ್ರಾರ್ಥಿಸಿದರು. ಈ ವೇಳೆ ರಾಜಶೇಖರಯ್ಯ ಸ್ವಾಮಿ, ರಾಜುಗೌಡ, ವಿಜಯ ತಮ್ಮಣ್ಣೋಳ್, ಮಲ್ಲಿಕಾರ್ಜುನ, ಪ್ರವೀಣ್ (ಮೋದಿ) ಸೇರಿದಂತೆ ಗ್ರಾಮದ ಮುಖಂಡರು ಹಾಗೂ ಪಕ್ಷದ ಕಾರ್ಯಕರ್ತರು ಉಪಸ್ಥಿತರಿದ್ದರು. bbox=[1121, 2102, 1466, 2242]
year: 2026 bbox=[150, 125, 188, 141]
assembly-crowd-image bbox=[564, 2034, 1113, 2436]
article-body: ಸಿದ್ದರಾಮ ದೇವರು, ಅಮರಯ್ಯ ಸ್ವಾಮಿ, ವಿಶ್ವಾರಾಧ್ಯ ಶಾಸ್ತ್ರಿ ಮಲ್ಲಣ್ಣ ಶರಣರು ಮಾತನಾಡಿ ಗ್ರಾಮಸ್ಥರ ಸಹಕಾರದಿಂದ ಕಾರ್ಯಕ್ರಮ ಯಶಸ್ವಿಯಾಗಿ ನಡೆಯುತ್ತಿದೆ. ಒಳ್ಳೆಯ ವಿಚಾರಗಳನ್ನು ಅಳವಡಿಸಿಕೊಂಡು ಬದುಕಬೇಕು. ದೀಕ್ಷಾ ಸಂಸ್ಕಾರದ ಬಗ್ಗೆ ಸವಿವರವಾಗಿ ತಿಳಿಸಿದರು. ಭಕ್ತರು ಭಾಗವಹಿಸಿದ್ದರು. bbox=[838, 1760, 1113, 1846]
crop-mark bbox=[1466, 2409, 1491, 2434]
article-headline-line1: ಬಿಜೆಪಿಯಲ್ಲಿ ಸಿಎಂ ಅಭ್ಯರ್ಥಿಯಾಗಿ ಘೋಷಿಸಿದರೆ ಸ್ವಾಗತ, bbox=[335, 840, 912, 878]
article-body: ಮಲ್ಲಪ್ಪ ಹೊಸ್ಮನಿ, ರವಿ ಕುಳಗೇರಾ, ಶ್ರೀಹರಿ ಕರ್ಕಳ್ಳಿ, ಭೀಮಶೇನ ಗಾಯಕ್ವಾಡ, ಡಾ.ಮಹೇಶ ರಾಠೋಡ, ಶಿವಣ್ಣ ರಾಮೋಜಿ, ಕೃಷ್ಣ ರಾಜೋಳ, ಸಿದ್ದು ಶರ್ಮಾ, ಮಲ್ಲಪ್ಪ ವಿಶ್ವ ಬಿದ್ದ, ದೇವು ಬನಸೋಡೆ, ವಿವಿಧ ಸಂಘಟನೆ ಸದಸ್ಯರು ಮತ್ತು ಸಮುದಾಯದ ಹಿರಿಯ ಮುಖಂಡರು ಯುವಕರು ಉಪಸ್ಥಿತರಿದ್ದರು. bbox=[498, 590, 737, 675]
article-headline-line2: ಇಲ್ಲದಿದ್ದರೆ ಜೆಸಿಬಿ ಪಾರ್ಟಿಯಿಂದಲೇ ಸಿಎಂ - ಯತ್ನಾಳ bbox=[335, 887, 876, 925]
crop-mark bbox=[741, 40, 767, 65]
city-tag: ● ಯಾದಗಿರಿ bbox=[635, 127, 685, 142]
byline: ● ಸುದ್ದಿಮೂಲ ವಾರ್ತೆ, ಯಾದಗಿರಿ, ಫೆ. 24 : bbox=[42, 898, 318, 911]
city-tag: ● ಕೊಪ್ಪಳ bbox=[586, 127, 626, 142]
row-rule bbox=[42, 797, 1113, 799]
city-tag: ● ತುಮಕೂರು bbox=[699, 104, 757, 119]
article-body: ನಾಲವಾರ ಚೌಡೇಶ್ವರಿ ದೇವಸ್ಥಾನದಲ್ಲಿ ಪರಿಶಿಷ್ಟರ ಸಂಸ್ಕೃತಿ ಜಾಗೃತಿ ಕಾರ್ಯಕ್ರಮ ಜರುಗಿತು. ಗುರುವಿನ ಗುಲಾಮನಾಗುವ ತನಕ ದೊರೆಯದಣ್ಣ ಮುಕುತಿ ಎಂದು ದಾಸರು ಹೇಳಿದಂತೆ ಅರಿವಿನ ಗುರುವಿಗೆ ಗುಲಾಮರಾದಾಗ ಮಾತ್ರ ಬದುಕು ಸಾರ್ಥಕವಾಗುತ್ತದೆ ಎಂದು ಅಬ್ಬೆತುಮಕೂರು ಶ್ರೀ ಸಿದ್ಧಿಸಂಸ್ಥಾನ ಮಠದ ಪೀಠಾಧಿಪತಿ ಡಾ ಗಂಗಾಧರ ಮಹಾಸ್ವಾಮಿಗಳು ನುಡಿದರು. bbox=[42, 2221, 293, 2325]
article-body: ಮಹೋತ್ಸವದ ನಿಮಿತ್ತ ಹಮ್ಮಿಕೊಂಡಿದ್ದ ಧರ್ಮಸಭೆಯಲ್ಲಿ ಸಾನಿಧ್ಯ ವಹಿಸಿ ಮಾತನಾಡಿದ ಅವರು, ಪರಿಶಿಷ್ಟರ ಸಂಸ್ಕೃತಿ ಹಿರಿದು ಮತ್ತು ಗುರು ಶಿಷ್ಯ ಪರಂಪರೆ ಬಹಳ ಶ್ರೇಷ್ಠವಾದುದು. ಸಮಾಜದಲ್ಲಿ ಸಂಸ್ಕಾರ ಮತ್ತು ಶಿಕ್ಷಣ ಎರಡೂ ಅವಶ್ಯಕ. ಅ.ಭಾ.ವೀ.ಮಹಾಸಭಾ ಜಿಲ್ಲಾಧ್ಯಕ್ಷ ಚನ್ನಪ್ಪಗೌಡ ಮೋಸಂಬಿ ಮಾತನಾಡಿದರು. bbox=[303, 2208, 555, 2293]
